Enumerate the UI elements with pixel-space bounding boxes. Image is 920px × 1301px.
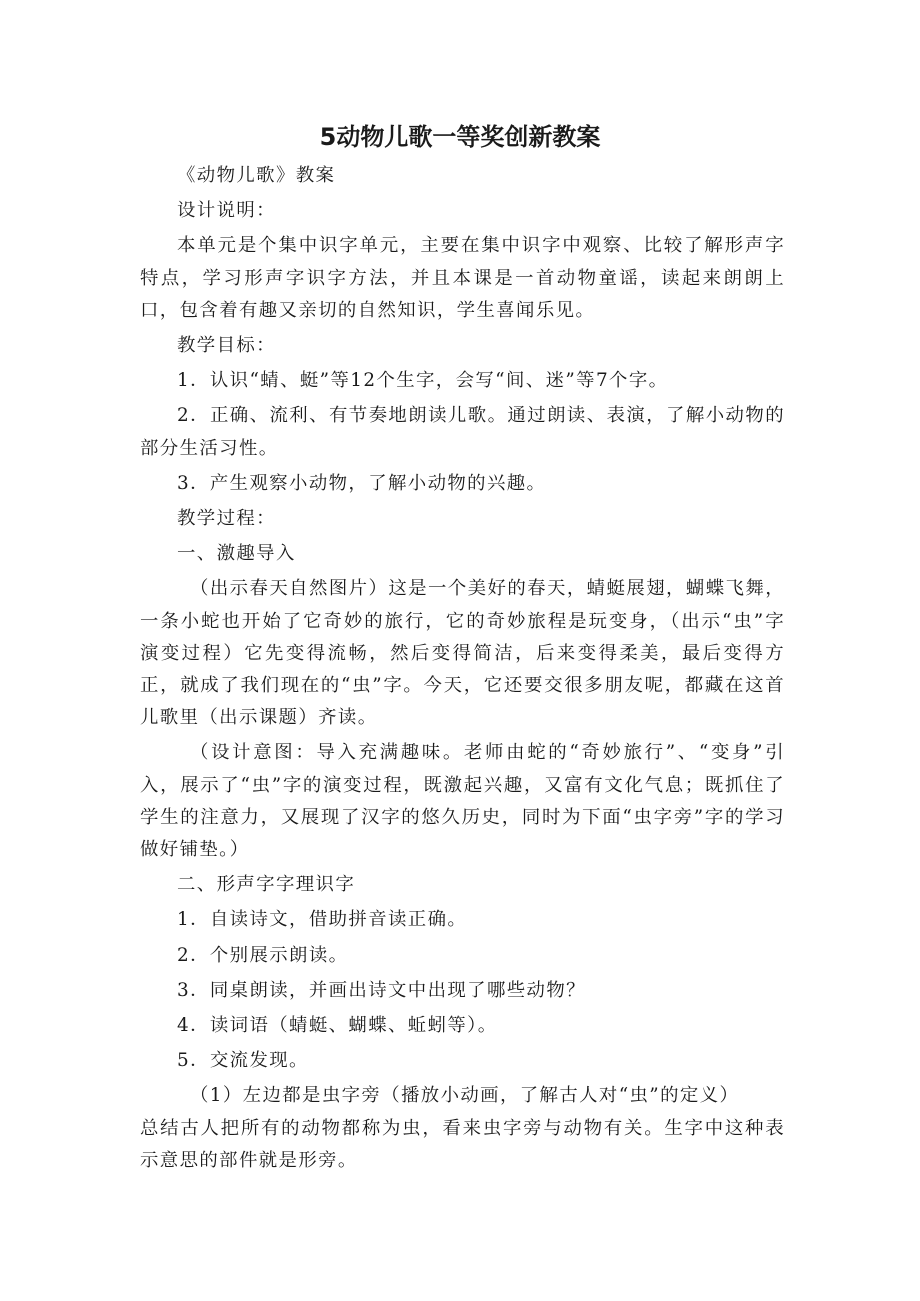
goal-item-1: 1．认识“蜻、蜓”等12个生字，会写“间、迷”等7个字。 <box>177 370 669 392</box>
list-item-1: 1．自读诗文，借助拼音读正确。 <box>177 909 468 931</box>
design-description: 本单元是个集中识字单元，主要在集中识字中观察、比较了解形声字特点，学习形声字识字方法，并且本课是一首动物童谣，读起来朗朗上口，包含着有趣又亲切的自然知识，学生喜闻乐见。 <box>140 235 785 321</box>
step-heading-1: 一、激趣导入 <box>177 543 296 565</box>
summary-paragraph: 总结古人把所有的动物都称为虫，看来虫字旁与动物有关。生字中这种表示意思的部件就是形旁。 <box>140 1117 785 1171</box>
intro-paragraph: （出示春天自然图片）这是一个美好的春天，蜻蜓展翅，蝴蝶飞舞，一条小蛇也开始了它奇妙的旅行，它的奇妙旅程是玩变身，（出示“虫”字演变过程）它先变得流畅，然后变得简洁，后来变得柔美，最后变得方正，就成了我们现在的“虫”字。今天，它还要交很多朋友呢，都藏在这首儿歌里（出示课题）齐读。 <box>140 578 785 729</box>
list-item-2: 2．个别展示朗读。 <box>177 944 349 966</box>
document-title: 5动物儿歌一等奖创新教案 <box>319 123 601 151</box>
goal-item-3: 3．产生观察小动物，了解小动物的兴趣。 <box>177 472 547 494</box>
list-item-4: 4．读词语（蜻蜓、蝴蝶、蚯蚓等）。 <box>177 1015 498 1037</box>
document-body <box>140 160 785 1177</box>
list-item-3: 3．同桌朗读，并画出诗文中出现了哪些动物？ <box>177 979 586 1001</box>
goal-item-2: 2．正确、流利、有节奏地朗读儿歌。通过朗读、表演，了解小动物的部分生活习性。 <box>140 405 785 459</box>
step-heading-2: 二、形声字字理识字 <box>177 874 356 896</box>
section-label-design: 设计说明： <box>177 200 276 222</box>
section-label-process: 教学过程： <box>177 508 276 530</box>
section-label-goals: 教学目标： <box>177 335 276 357</box>
list-item-5: 5．交流发现。 <box>177 1050 309 1072</box>
lesson-heading: 《动物儿歌》教案 <box>177 165 336 186</box>
sub-item-1: （1）左边都是虫字旁（播放小动画，了解古人对“虫”的定义） <box>190 1085 740 1107</box>
design-intent-paragraph: （设计意图：导入充满趣味。老师由蛇的“奇妙旅行”、“变身”引入，展示了“虫”字的演变过程，既激起兴趣，又富有文化气息；既抓住了学生的注意力，又展现了汉字的悠久历史，同时为下面“虫字旁”字的学习做好铺垫。） <box>140 742 785 861</box>
